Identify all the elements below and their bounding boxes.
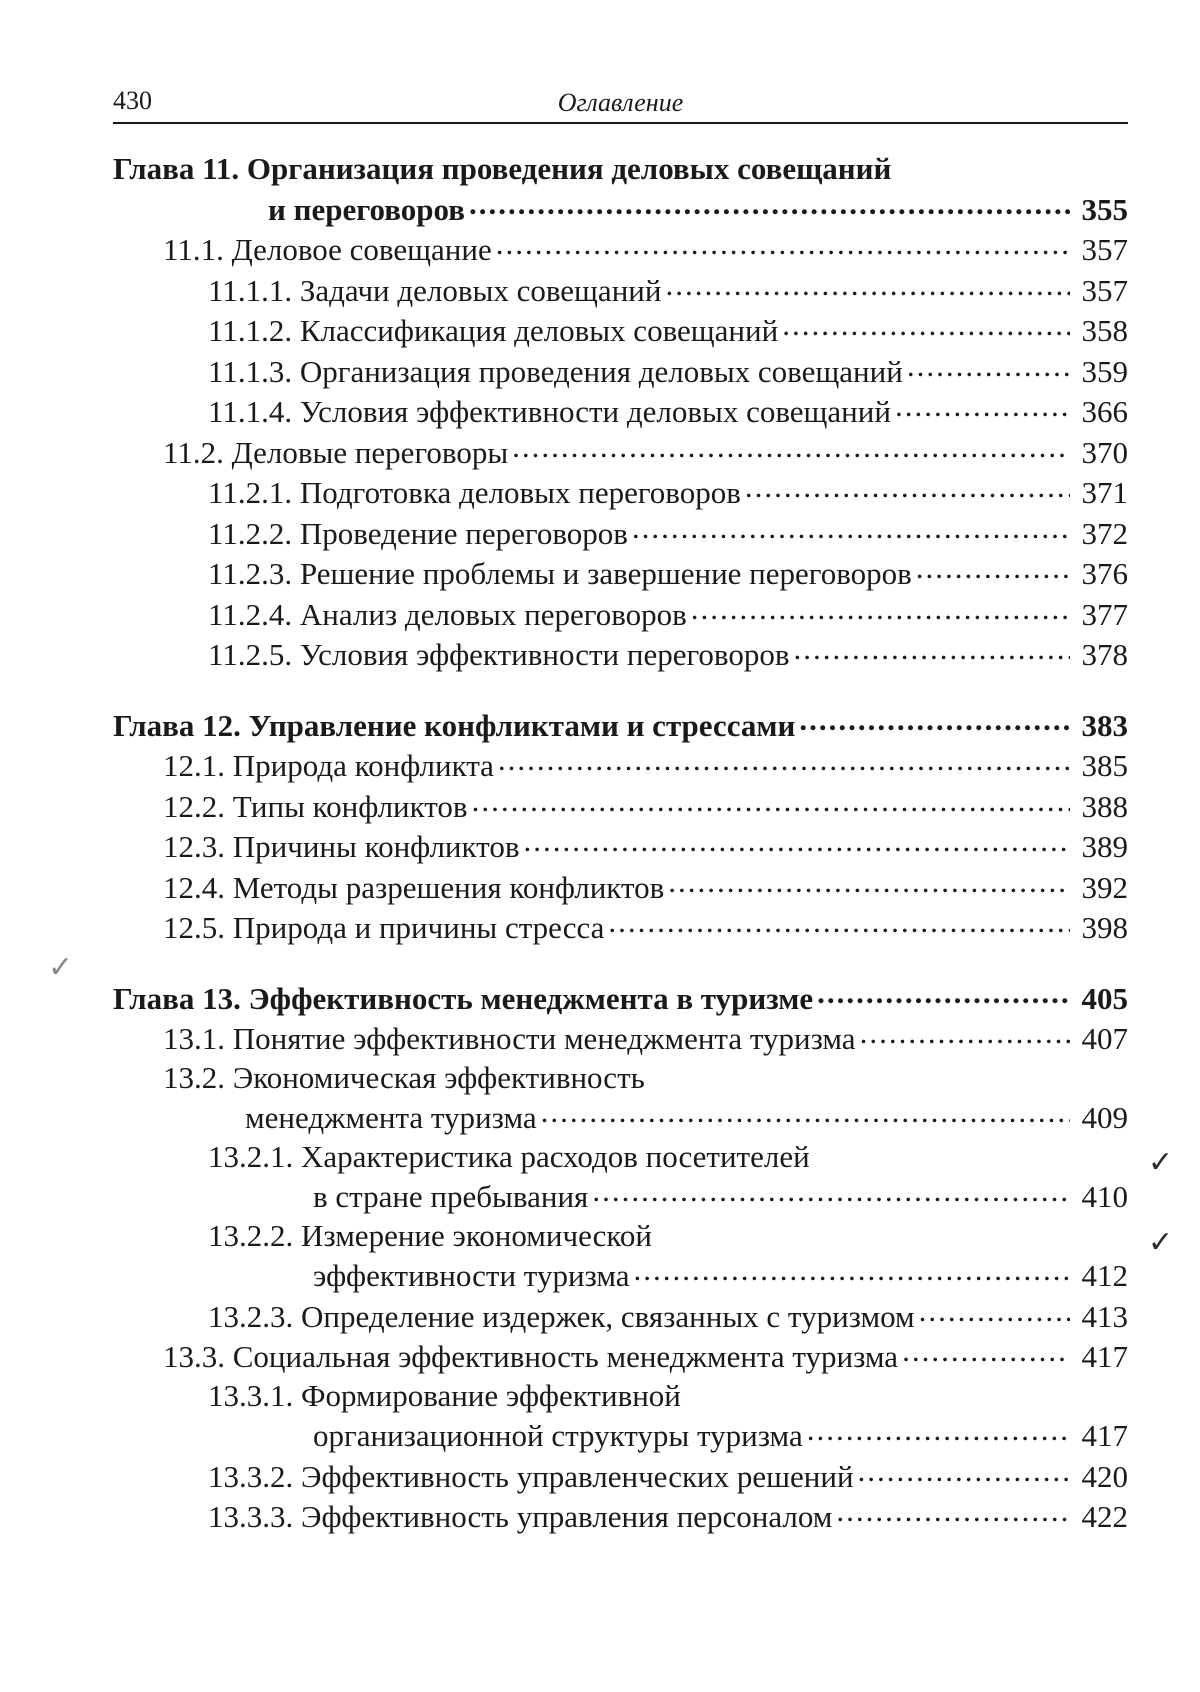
subsection-entry: [113, 513, 1128, 554]
entry-number: 12.5.: [163, 910, 225, 945]
entry-number: 13.3.: [163, 1339, 225, 1374]
entry-title: Характеристика расходов посетителей: [301, 1138, 810, 1174]
entry-title: Причины конфликтов: [232, 829, 520, 864]
entry-number: 13.1.: [163, 1021, 225, 1056]
entry-title: Решение проблемы и завершение переговоров: [299, 556, 912, 591]
page-ref: 412: [1081, 1258, 1128, 1293]
entry-title: Природа и причины стресса: [232, 910, 605, 945]
entry-title: Типы конфликтов: [232, 788, 468, 824]
page-ref: 376: [1081, 556, 1128, 591]
subsection-entry: [113, 351, 1128, 392]
dot-leader: [817, 978, 1070, 1009]
page-number: 430: [113, 86, 152, 115]
entry-title: Социальная эффективность менеджмента туризма: [232, 1339, 899, 1374]
entry-title: Измерение экономической: [301, 1217, 652, 1253]
subsection-entry: [113, 1456, 1128, 1497]
subsection-entry: [113, 1217, 1128, 1256]
page-ref: 357: [1081, 272, 1128, 308]
entry-number: 11.2.2.: [208, 515, 293, 551]
section-entry: [113, 786, 1128, 827]
entry-title: Определение издержек, связанных с туризмом: [301, 1298, 915, 1334]
dot-leader: [498, 745, 1070, 776]
chapter-title: [113, 978, 1128, 1019]
entry-title: Проведение переговоров: [299, 515, 628, 551]
dot-leader: [592, 1176, 1070, 1207]
section-entry: [113, 432, 1128, 473]
chapter-title: [113, 705, 1128, 746]
page-ref: 389: [1081, 829, 1128, 864]
dot-leader: [634, 1255, 1070, 1286]
dot-leader: [860, 1018, 1070, 1049]
page-ref: 383: [1081, 707, 1128, 743]
section-entry: [113, 867, 1128, 908]
entry-title: в стране пребывания: [313, 1179, 589, 1214]
entry-title: менеджмента туризма: [245, 1100, 537, 1135]
entry-continuation: [113, 1255, 1128, 1296]
dot-leader: [902, 1336, 1070, 1367]
entry-title: организационной структуры туризма: [313, 1418, 803, 1453]
subsection-entry: [113, 1138, 1128, 1177]
page-ref: 371: [1081, 475, 1128, 510]
dot-leader: [469, 189, 1070, 220]
entry-number: 11.2.: [163, 434, 224, 470]
dot-leader: [907, 351, 1070, 382]
dot-leader: [782, 310, 1070, 341]
checkmark-icon: ✓: [1148, 1146, 1174, 1179]
subsection-entry: [113, 634, 1128, 675]
entry-number: 12.1.: [163, 748, 225, 783]
page-ref: 355: [1081, 191, 1128, 227]
dot-leader: [793, 634, 1070, 665]
entry-title: Эффективность управленческих решений: [301, 1458, 854, 1494]
entry-number: 13.3.1.: [208, 1377, 294, 1413]
chapter-block: [113, 978, 1128, 1537]
entry-number: 13.2.2.: [208, 1217, 294, 1253]
entry-title: Природа конфликта: [232, 748, 494, 783]
entry-title: эффективности туризма: [313, 1258, 630, 1293]
running-title: Оглавление: [557, 88, 684, 117]
subsection-entry: [113, 1496, 1128, 1537]
page-ref: 357: [1081, 232, 1128, 267]
entry-number: 12.4.: [163, 869, 225, 905]
entry-number: 11.1.: [163, 232, 224, 267]
dot-leader: [665, 270, 1070, 301]
entry-number: 12.3.: [163, 829, 225, 864]
chapter-block: [113, 705, 1128, 948]
subsection-entry: [113, 1377, 1128, 1416]
subsection-entry: [113, 270, 1128, 311]
section-entry: [113, 907, 1128, 948]
section-entry: [113, 1018, 1128, 1059]
subsection-entry: [113, 391, 1128, 432]
page-ref: 377: [1081, 596, 1128, 632]
dot-leader: [668, 867, 1070, 898]
section-entry: [113, 826, 1128, 867]
subsection-entry: [113, 594, 1128, 635]
page-ref: 405: [1081, 980, 1128, 1016]
page-ref: 358: [1081, 313, 1128, 348]
entry-number: 11.1.3.: [208, 353, 293, 389]
dot-leader: [807, 1415, 1070, 1446]
entry-number: 13.3.2.: [208, 1458, 294, 1494]
entry-title: Условия эффективности деловых совещаний: [299, 394, 891, 429]
entry-number: 11.1.2.: [208, 313, 293, 348]
entry-title: Условия эффективности переговоров: [299, 637, 790, 672]
entry-title: Подготовка деловых переговоров: [299, 475, 741, 510]
dot-leader: [691, 594, 1070, 625]
page-ref: 417: [1081, 1339, 1128, 1374]
table-of-contents: [113, 150, 1128, 1567]
chapter-title-text: Глава 13. Эффективность менеджмента в туризме: [113, 980, 814, 1016]
entry-number: 13.2.3.: [208, 1298, 294, 1334]
dot-leader: [472, 786, 1070, 817]
dot-leader: [895, 391, 1070, 422]
entry-title: Задачи деловых совещаний: [299, 272, 662, 308]
chapter-title-continuation: [113, 189, 1128, 230]
entry-title: Анализ деловых переговоров: [299, 596, 687, 632]
dot-leader: [523, 826, 1070, 857]
page-ref: 392: [1081, 869, 1128, 905]
page-ref: 385: [1081, 748, 1128, 783]
entry-continuation: [113, 1097, 1128, 1138]
entry-title: Понятие эффективности менеджмента туризма: [232, 1021, 856, 1056]
page-ref: 398: [1081, 910, 1128, 945]
entry-number: 12.2.: [163, 788, 225, 824]
entry-title: Эффективность управления персоналом: [301, 1499, 833, 1534]
dot-leader: [608, 907, 1070, 938]
section-entry: [113, 229, 1128, 270]
page-ref: 410: [1081, 1179, 1128, 1214]
dot-leader: [541, 1097, 1070, 1128]
entry-number: 13.2.: [163, 1059, 225, 1095]
checkmark-icon: ✓: [1148, 1226, 1174, 1259]
dot-leader: [512, 432, 1070, 463]
dot-leader: [858, 1456, 1070, 1487]
entry-title: Формирование эффективной: [301, 1377, 681, 1413]
page-ref: 420: [1081, 1458, 1128, 1494]
dot-leader: [919, 1296, 1070, 1327]
entry-title: Организация проведения деловых совещаний: [299, 353, 903, 389]
page-ref: 366: [1081, 394, 1128, 429]
entry-number: 11.1.1.: [208, 272, 293, 308]
entry-title: Классификация деловых совещаний: [299, 313, 779, 348]
dot-leader: [496, 229, 1070, 260]
entry-number: 11.2.5.: [208, 637, 293, 672]
dot-leader: [836, 1496, 1070, 1527]
entry-number: 11.2.1.: [208, 475, 293, 510]
page-ref: 372: [1081, 515, 1128, 551]
subsection-entry: [113, 310, 1128, 351]
entry-title: Деловое совещание: [231, 232, 492, 267]
header-rule: [113, 122, 1128, 124]
page-ref: 417: [1081, 1418, 1128, 1453]
dot-leader: [632, 513, 1070, 544]
page-ref: 422: [1081, 1499, 1128, 1534]
entry-number: 11.2.4.: [208, 596, 293, 632]
chapter-block: [113, 150, 1128, 675]
chapter-title-text: Глава 12. Управление конфликтами и стрессами: [113, 707, 796, 743]
subsection-entry: [113, 553, 1128, 594]
chapter-title-text: и переговоров: [268, 191, 466, 227]
page-ref: 378: [1081, 637, 1128, 672]
entry-title: Экономическая эффективность: [232, 1059, 645, 1095]
entry-title: Методы разрешения конфликтов: [232, 869, 665, 905]
entry-title: Деловые переговоры: [231, 434, 509, 470]
entry-number: 11.1.4.: [208, 394, 293, 429]
section-entry: [113, 1336, 1128, 1377]
section-entry: [113, 1059, 1128, 1098]
subsection-entry: [113, 472, 1128, 513]
page-ref: 413: [1081, 1298, 1128, 1334]
dot-leader: [916, 553, 1070, 584]
page-ref: 409: [1081, 1100, 1128, 1135]
dot-leader: [745, 472, 1070, 503]
subsection-entry: [113, 1296, 1128, 1337]
section-entry: [113, 745, 1128, 786]
entry-number: 11.2.3.: [208, 556, 293, 591]
dot-leader: [799, 705, 1070, 736]
page-header: [113, 80, 1128, 124]
page-ref: 370: [1081, 434, 1128, 470]
page-ref: 359: [1081, 353, 1128, 389]
chapter-title: [113, 150, 1128, 189]
checkmark-icon: ✓: [48, 951, 74, 984]
entry-continuation: [113, 1415, 1128, 1456]
page-ref: 407: [1081, 1021, 1128, 1056]
page-ref: 388: [1081, 788, 1128, 824]
entry-number: 13.3.3.: [208, 1499, 294, 1534]
entry-continuation: [113, 1176, 1128, 1217]
entry-number: 13.2.1.: [208, 1138, 294, 1174]
chapter-title-text: Глава 11. Организация проведения деловых совещаний: [113, 151, 892, 186]
